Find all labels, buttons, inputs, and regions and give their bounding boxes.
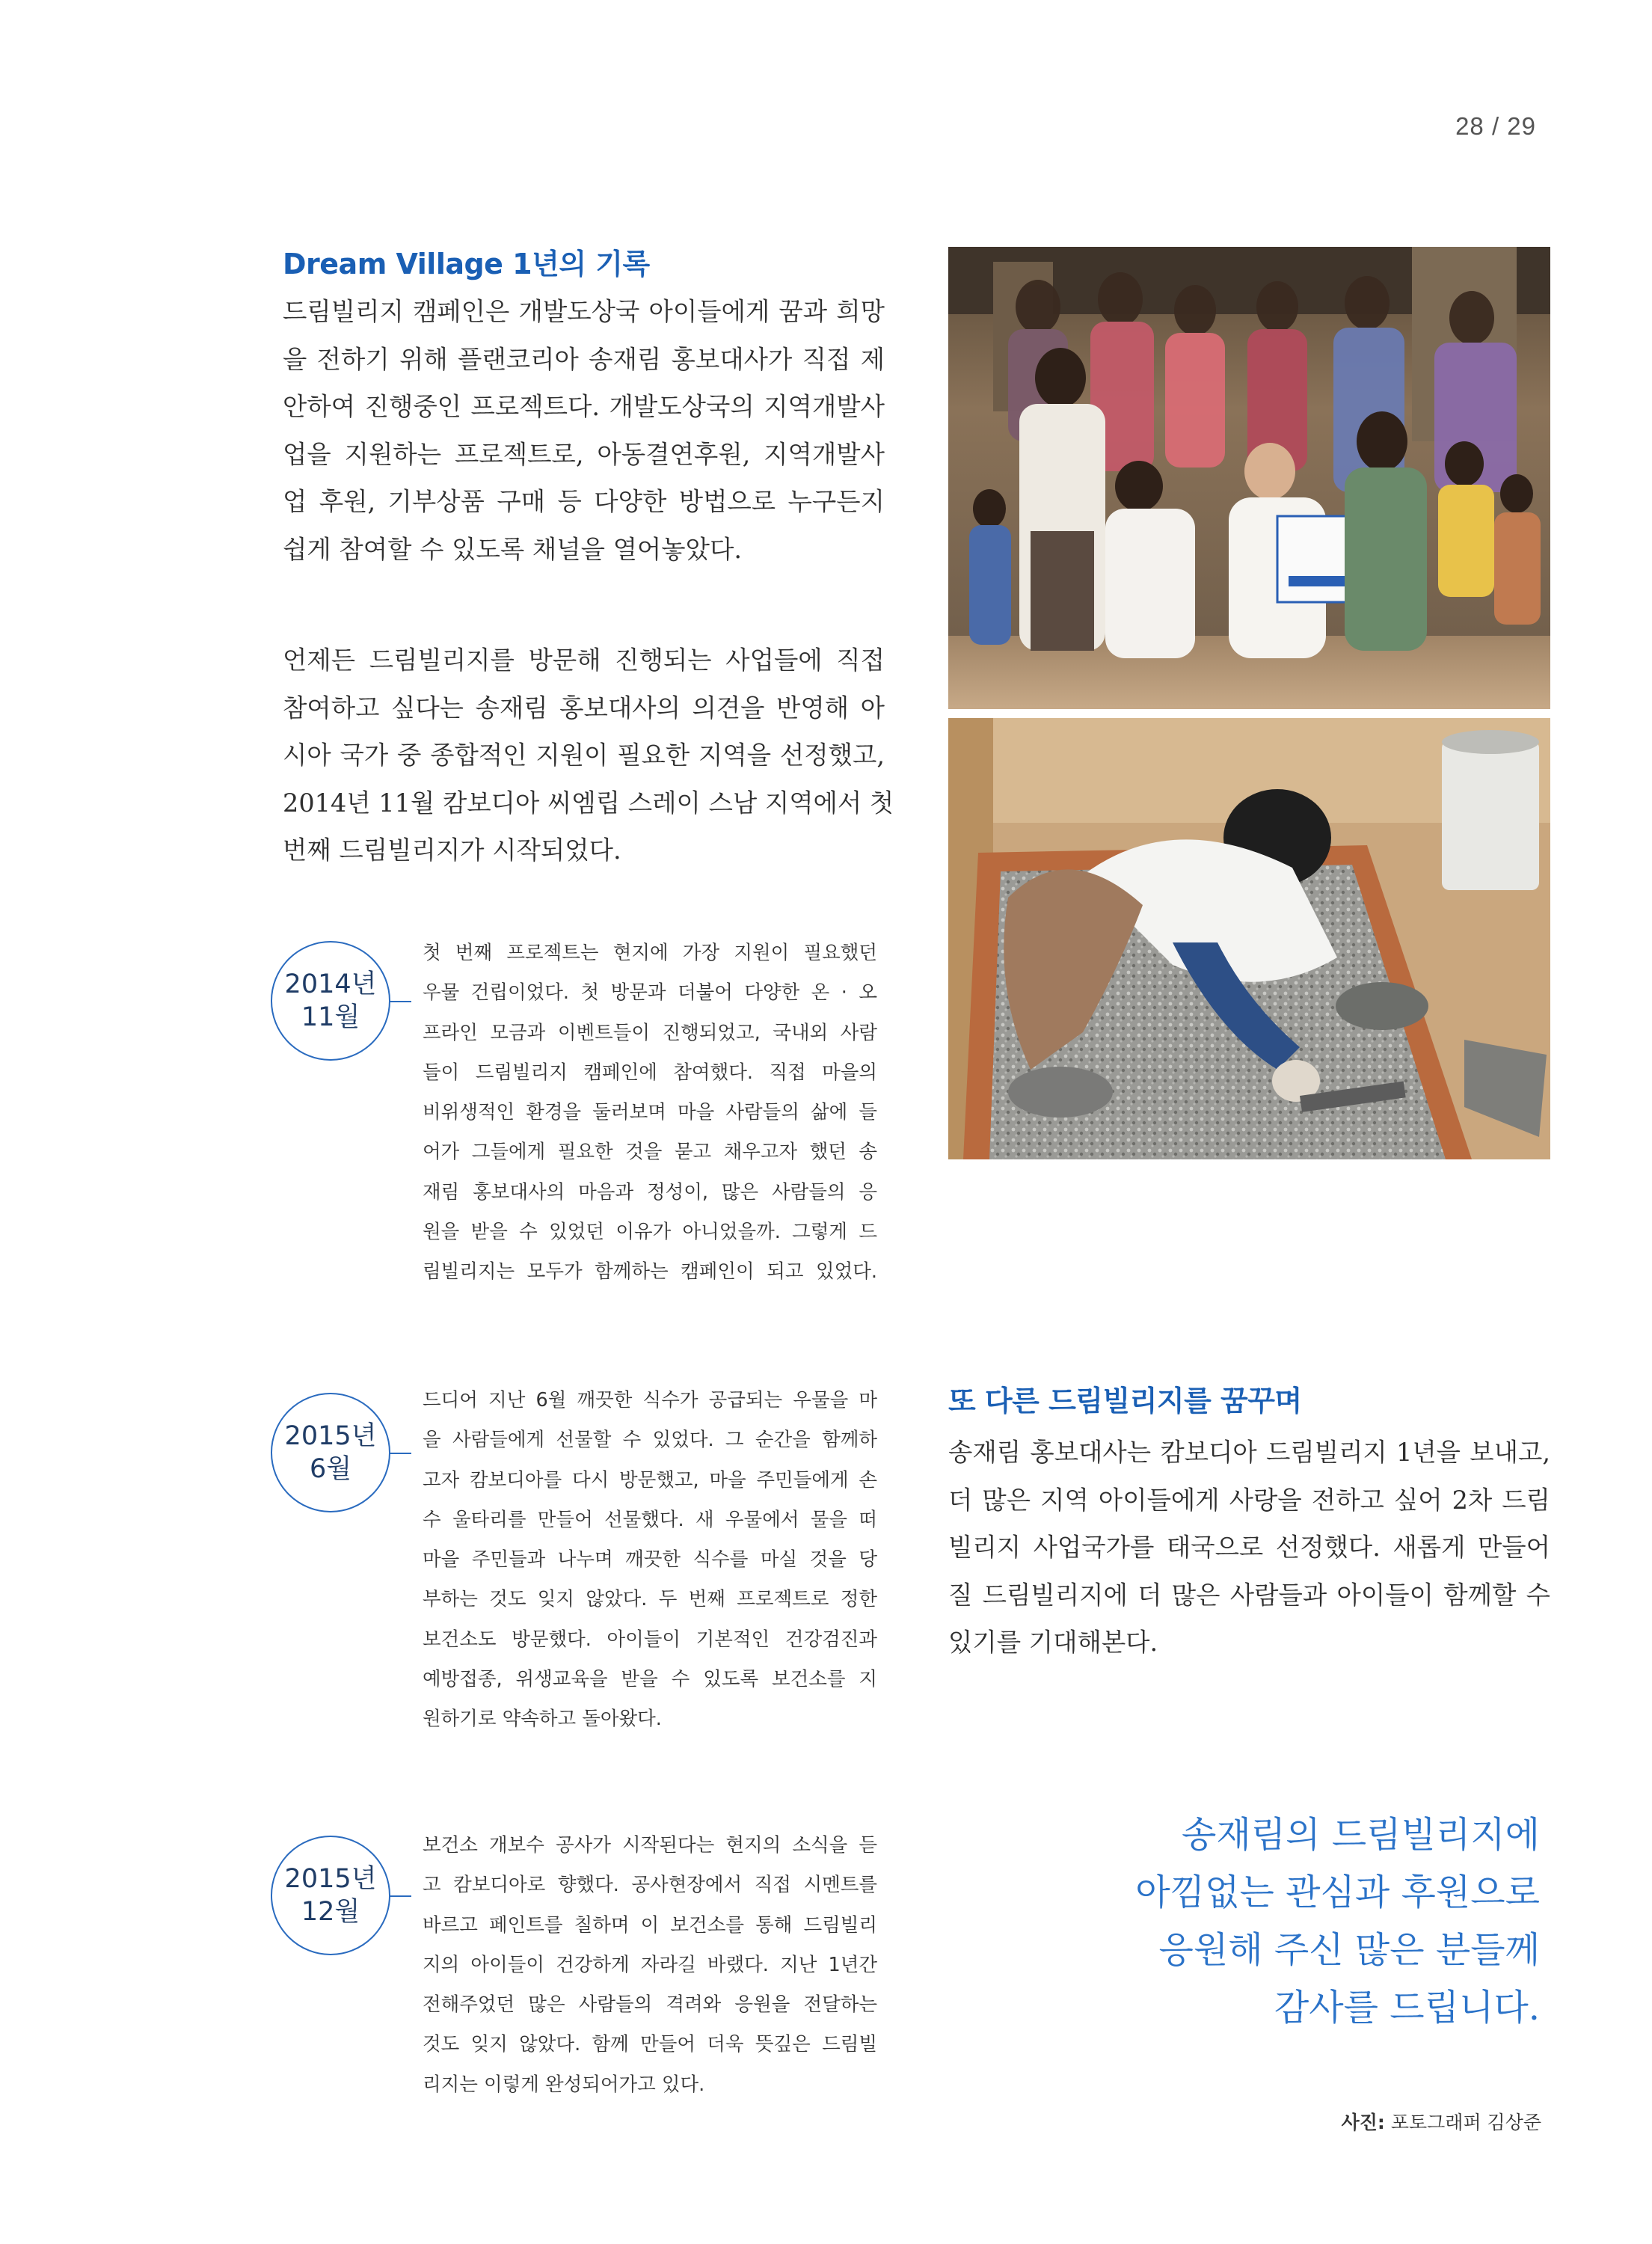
text-line: 을 전하기 위해 플랜코리아 송재림 홍보대사가 직접 제 bbox=[283, 344, 885, 374]
text-line: 업을 지원하는 프로젝트로, 아동결연후원, 지역개발사 bbox=[283, 439, 885, 469]
text-line: 보건소도 방문했다. 아이들이 기본적인 건강검진과 bbox=[423, 1628, 877, 1651]
text-line: 참여하고 싶다는 송재림 홍보대사의 의견을 반영해 아 bbox=[283, 693, 885, 723]
timeline-text-2015-12 bbox=[423, 1826, 877, 2105]
intro-paragraph-2 bbox=[283, 637, 894, 874]
text-line: 감사를 드립니다. bbox=[1274, 1987, 1540, 2029]
timeline-year: 2014년 bbox=[284, 969, 377, 999]
timeline-date-circle bbox=[271, 1393, 390, 1512]
text-line: 질 드림빌리지에 더 많은 사람들과 아이들이 함께할 수 bbox=[948, 1580, 1550, 1610]
text-line: 업 후원, 기부상품 구매 등 다양한 방법으로 누구든지 bbox=[283, 487, 885, 516]
text-line: 아낌없는 관심과 후원으로 bbox=[1135, 1871, 1540, 1913]
text-line: 전해주었던 많은 사람들의 격려와 응원을 전달하는 bbox=[423, 1993, 877, 2017]
text-line: 마을 주민들과 나누며 깨끗한 식수를 마실 것을 당 bbox=[423, 1548, 877, 1572]
text-line: 있기를 기대해본다. bbox=[948, 1628, 1158, 1657]
text-line: 시아 국가 중 종합적인 지원이 필요한 지역을 선정했고, bbox=[283, 741, 885, 770]
timeline-text-2015-06 bbox=[423, 1381, 877, 1740]
page-number: 28 / 29 bbox=[1455, 112, 1536, 140]
text-line: 언제든 드림빌리지를 방문해 진행되는 사업들에 직접 bbox=[283, 646, 885, 675]
text-line: 예방접종, 위생교육을 받을 수 있도록 보건소를 지 bbox=[423, 1668, 877, 1691]
text-line: 지의 아이들이 건강하게 자라길 바랬다. 지난 1년간 bbox=[423, 1953, 877, 1976]
credit-name: 포토그래퍼 김상준 bbox=[1390, 2112, 1541, 2133]
text-line: 드디어 지난 6월 깨끗한 식수가 공급되는 우물을 마 bbox=[423, 1389, 877, 1411]
text-line: 번째 드림빌리지가 시작되었다. bbox=[283, 836, 621, 865]
text-line: 수 울타리를 만들어 선물했다. 새 우물에서 물을 떠 bbox=[423, 1508, 877, 1531]
text-line: 고자 캄보디아를 다시 방문했고, 마을 주민들에게 손 bbox=[423, 1468, 877, 1492]
text-line: 우물 건립이었다. 첫 방문과 더불어 다양한 온 · 오 bbox=[423, 981, 877, 1005]
text-line: 비위생적인 환경을 둘러보며 마을 사람들의 삶에 들 bbox=[423, 1101, 877, 1124]
text-line: 리지는 이렇게 완성되어가고 있다. bbox=[423, 2073, 705, 2096]
text-line: 바르고 페인트를 칠하며 이 보건소를 통해 드림빌리 bbox=[423, 1913, 877, 1937]
text-line: 쉽게 참여할 수 있도록 채널을 열어놓았다. bbox=[283, 534, 743, 564]
text-line: 을 사람들에게 선물할 수 있었다. 그 순간을 함께하 bbox=[423, 1429, 877, 1452]
timeline-date-circle bbox=[271, 941, 390, 1061]
timeline-year: 2015년 bbox=[284, 1864, 377, 1894]
text-line: 빌리지 사업국가를 태국으로 선정했다. 새롭게 만들어 bbox=[948, 1533, 1550, 1562]
text-line: 송재림 홍보대사는 캄보디아 드림빌리지 1년을 보내고, bbox=[948, 1438, 1550, 1467]
text-line: 원을 받을 수 있었던 이유가 아니었을까. 그렇게 드 bbox=[423, 1221, 877, 1244]
intro-paragraph-1 bbox=[283, 288, 885, 573]
text-line: 2014년 11월 캄보디아 씨엠립 스레이 스남 지역에서 첫 bbox=[283, 788, 894, 818]
construction-photo bbox=[948, 718, 1550, 1159]
text-line: 들이 드림빌리지 캠페인에 참여했다. 직접 마을의 bbox=[423, 1061, 877, 1084]
text-line: 보건소 개보수 공사가 시작된다는 현지의 소식을 듣 bbox=[423, 1834, 877, 1857]
text-line: 원하기로 약속하고 돌아왔다. bbox=[423, 1708, 662, 1731]
text-line: 고 캄보디아로 향했다. 공사현장에서 직접 시멘트를 bbox=[423, 1874, 877, 1897]
text-line: 것도 잊지 않았다. 함께 만들어 더욱 뜻깊은 드림빌 bbox=[423, 2033, 877, 2056]
timeline-connector bbox=[389, 1453, 411, 1454]
text-line: 응원해 주신 많은 분들께 bbox=[1158, 1929, 1540, 1971]
section-title-another-dream-village: 또 다른 드림빌리지를 꿈꾸며 bbox=[948, 1385, 1302, 1417]
credit-label: 사진: bbox=[1341, 2112, 1385, 2133]
section-title-dream-village: Dream Village 1년의 기록 bbox=[283, 248, 650, 280]
timeline-connector bbox=[389, 1895, 411, 1897]
text-line: 드림빌리지 캠페인은 개발도상국 아이들에게 꿈과 희망 bbox=[283, 297, 885, 326]
timeline-text-2014-11 bbox=[423, 934, 877, 1293]
timeline-date-circle bbox=[271, 1836, 390, 1955]
text-line: 재림 홍보대사의 마음과 정성이, 많은 사람들의 응 bbox=[423, 1180, 877, 1204]
text-line: 어가 그들에게 필요한 것을 묻고 채우고자 했던 송 bbox=[423, 1141, 877, 1164]
text-line: 안하여 진행중인 프로젝트다. 개발도상국의 지역개발사 bbox=[283, 392, 885, 421]
timeline-month: 11월 bbox=[301, 1002, 360, 1032]
text-line: 송재림의 드림빌리지에 bbox=[1182, 1814, 1540, 1856]
text-line: 프라인 모금과 이벤트들이 진행되었고, 국내외 사람 bbox=[423, 1021, 877, 1044]
text-line: 첫 번째 프로젝트는 현지에 가장 지원이 필요했던 bbox=[423, 942, 877, 964]
photo-credit bbox=[1342, 2108, 1541, 2135]
section2-paragraph bbox=[948, 1429, 1550, 1667]
closing-thanks bbox=[1135, 1806, 1540, 2037]
text-line: 림빌리지는 모두가 함께하는 캠페인이 되고 있었다. bbox=[423, 1260, 877, 1284]
group-photo bbox=[948, 247, 1550, 709]
timeline-month: 12월 bbox=[301, 1897, 360, 1927]
timeline-year: 2015년 bbox=[284, 1421, 377, 1451]
timeline-connector bbox=[389, 1001, 411, 1002]
timeline-month: 6월 bbox=[309, 1454, 352, 1484]
text-line: 더 많은 지역 아이들에게 사랑을 전하고 싶어 2차 드림 bbox=[948, 1485, 1550, 1515]
text-line: 부하는 것도 잊지 않았다. 두 번째 프로젝트로 정한 bbox=[423, 1588, 877, 1611]
